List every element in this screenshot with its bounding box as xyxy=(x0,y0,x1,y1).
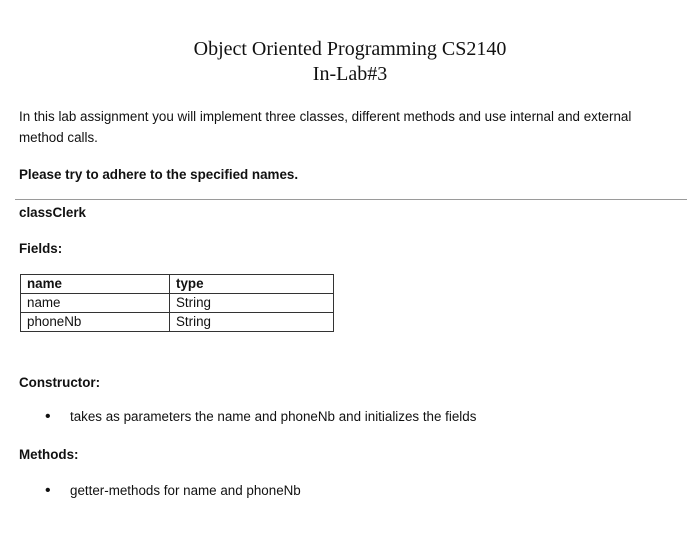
fields-heading: Fields: xyxy=(19,241,63,256)
naming-note: Please try to adhere to the specified names. xyxy=(19,167,299,182)
table-cell: name xyxy=(21,294,170,313)
table-cell: phoneNb xyxy=(21,313,170,332)
intro-line-1: In this lab assignment you will implement three classes, different methods and use internal and external xyxy=(19,109,632,124)
table-header-cell: type xyxy=(170,275,334,294)
constructor-item: takes as parameters the name and phoneNb and initializes the fields xyxy=(70,409,477,424)
document-title: Object Oriented Programming CS2140 xyxy=(193,38,507,60)
class-name-heading: classClerk xyxy=(19,205,87,220)
bullet-icon: • xyxy=(45,408,51,425)
table-header-cell: name xyxy=(21,275,170,294)
table-row xyxy=(21,313,334,332)
methods-heading: Methods: xyxy=(19,447,79,462)
document-subtitle: In-Lab#3 xyxy=(312,63,388,85)
methods-item: getter-methods for name and phoneNb xyxy=(70,483,301,498)
section-divider xyxy=(15,199,687,200)
table-cell: String xyxy=(170,313,334,332)
table-row xyxy=(21,294,334,313)
table-cell: String xyxy=(170,294,334,313)
constructor-heading: Constructor: xyxy=(19,375,101,390)
intro-line-2: method calls. xyxy=(19,130,98,145)
fields-table xyxy=(20,274,334,332)
table-header-row xyxy=(21,275,334,294)
bullet-icon: • xyxy=(45,482,51,499)
